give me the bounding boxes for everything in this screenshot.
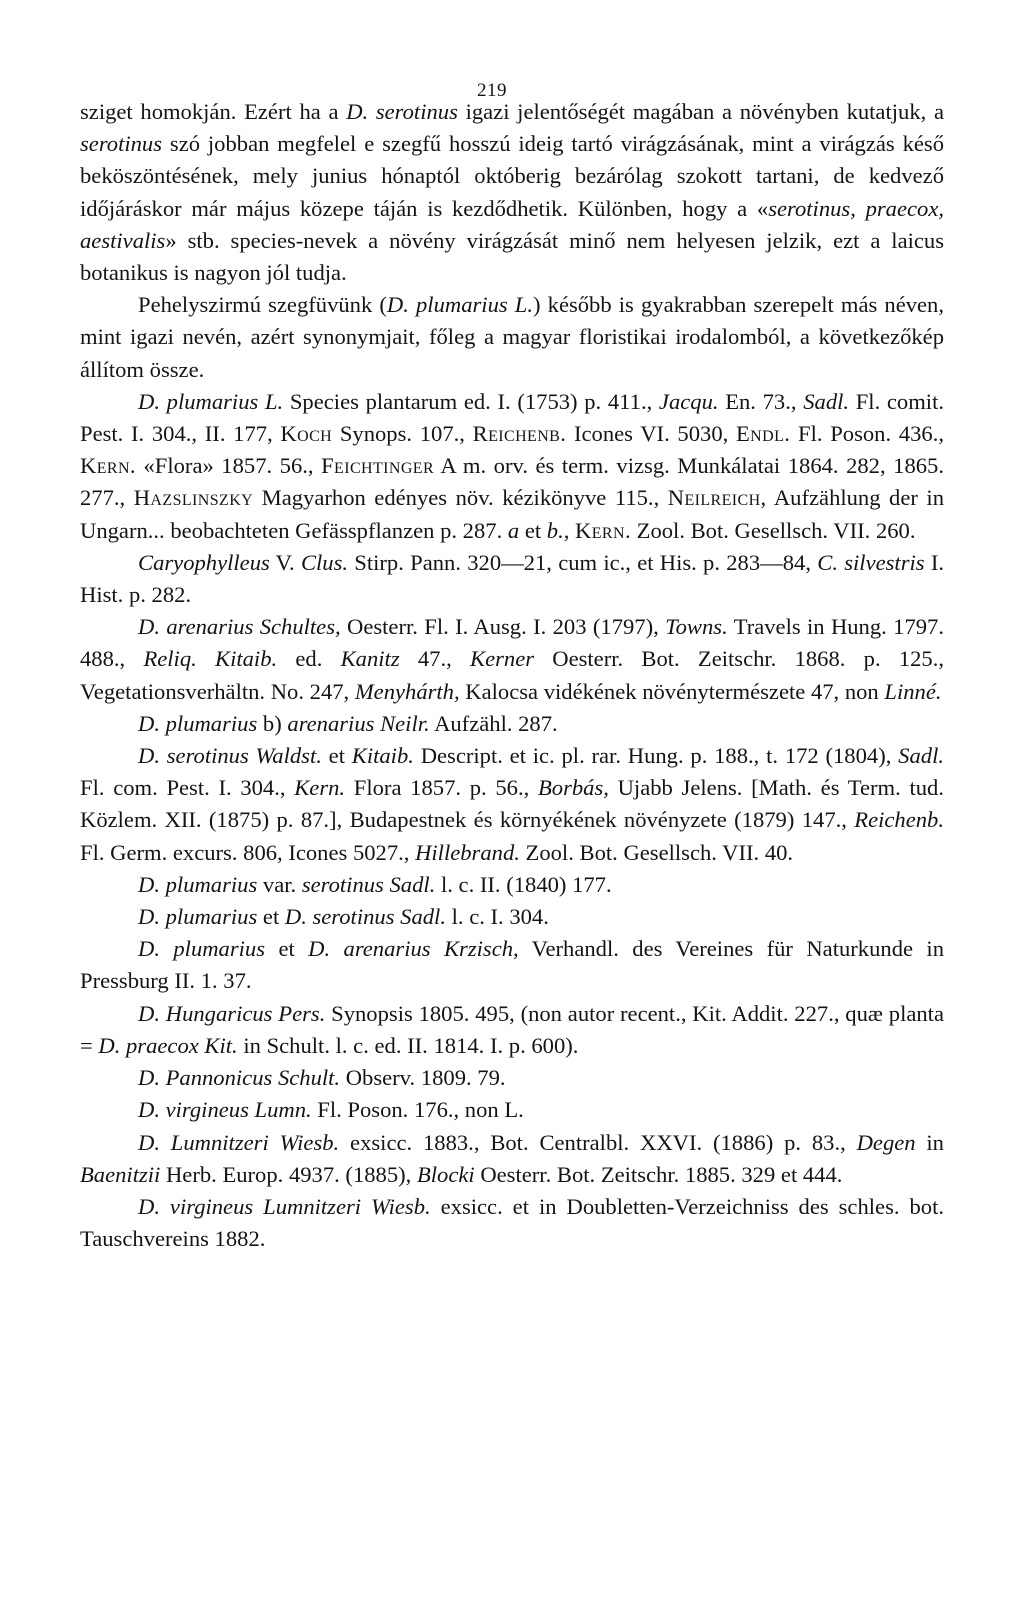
- text-run: Travels in Hung. 1797. 488.,: [80, 614, 944, 672]
- italic-text: D. arenarius Krzisch,: [308, 936, 519, 962]
- text-run: Fl. comit. Pest. I. 304., II. 177,: [80, 388, 944, 447]
- text-run: Aufzählung der in Ungarn... beobachteten Gefässpflanzen p. 287.: [80, 485, 944, 543]
- text-run: igazi jelentőségét magában a növényben kutatjuk, a: [457, 99, 944, 124]
- small-caps-name: Feichtinger: [321, 453, 435, 479]
- small-caps-name: Hazslinszky: [133, 485, 254, 511]
- italic-text: Degen: [856, 1129, 916, 1155]
- entry-10: [80, 1062, 944, 1094]
- text-run: Ujabb Jelens. [Math. és Term. tud. Közlem. XII. (1875) p. 87.], Budapestnek és környékének növényzete (1879) 147.,: [80, 775, 945, 833]
- text-run: Pehelyszirmú szegfüvünk (: [138, 292, 387, 318]
- italic-text: Linné.: [884, 678, 942, 704]
- text-run: Verhandl. des Vereines für Naturkunde in Pressburg II. 1. 37.: [80, 936, 944, 994]
- entry-13: [80, 1191, 944, 1255]
- italic-text: b.: [546, 517, 564, 543]
- italic-text: D. serotinus Sadl.: [284, 904, 446, 930]
- text-run: et: [257, 904, 285, 930]
- text-run: Oesterr. Bot. Zeitschr. 1885. 329 et 444.: [474, 1161, 843, 1187]
- italic-text: serotinus Sadl.: [301, 871, 436, 897]
- paragraph-1: [80, 96, 944, 289]
- text-run: Fl. Germ. excurs. 806, Icones 5027.,: [80, 839, 416, 865]
- italic-text: Hillebrand.: [415, 839, 520, 865]
- entry-2: [80, 547, 944, 611]
- italic-text: Sadl.: [803, 388, 850, 414]
- text-run: Kalocsa vidékének növénytermészete 47, non: [459, 678, 885, 704]
- entry-4: [80, 708, 944, 740]
- text-run: Herb. Europ. 4937. (1885),: [160, 1161, 417, 1187]
- italic-text: D. plumarius L.: [386, 292, 533, 318]
- italic-text: Kanitz: [340, 646, 400, 672]
- entry-7: [80, 901, 944, 933]
- italic-text: D. virgineus Lumnitzeri Wiesb.: [138, 1193, 431, 1219]
- italic-text: Menyhárth,: [354, 678, 460, 704]
- text-run: et: [321, 743, 352, 769]
- italic-text: Baenitzii: [80, 1161, 161, 1187]
- text-run: Fl. Poson. 176., non L.: [311, 1097, 524, 1123]
- text-run: ,: [563, 517, 576, 543]
- italic-text: a: [507, 517, 520, 543]
- text-run: V.: [269, 549, 301, 575]
- small-caps-name: Reichenb.: [472, 421, 567, 447]
- small-caps-name: Neilreich,: [667, 485, 767, 511]
- italic-text: Blocki: [416, 1161, 475, 1187]
- italic-text: Kitaib.: [351, 743, 414, 769]
- text-run: in Schult. l. c. ed. II. 1814. I. p. 600).: [237, 1032, 579, 1058]
- entry-6: [80, 869, 944, 901]
- text-run: » stb. species-nevek a növény virágzását minő nem helyesen jelzik, ezt a laicus botanikus is nagyon jól tudja.: [80, 227, 944, 286]
- text-run: En. 73.,: [718, 388, 804, 414]
- text-run: Magyarhon edényes növ. kézikönyve 115.,: [253, 485, 668, 511]
- text-run: exsicc. et in Doubletten-Verzeichniss des schles. bot. Tauschvereins 1882.: [80, 1193, 944, 1252]
- text-run: l. c. II. (1840) 177.: [435, 871, 612, 897]
- text-run: Descript. et ic. pl. rar. Hung. p. 188., t. 172 (1804),: [413, 743, 899, 769]
- text-run: var.: [257, 871, 302, 897]
- text-run: Aufzähl. 287.: [429, 710, 558, 736]
- text-run: «Flora» 1857. 56.,: [135, 453, 322, 479]
- italic-text: serotinus, praecox, aestivalis: [80, 195, 944, 253]
- text-run: 47.,: [399, 646, 470, 672]
- small-caps-name: Endl.: [735, 421, 791, 447]
- italic-text: D. Pannonicus Schult.: [138, 1065, 341, 1091]
- paragraph-2: [80, 289, 944, 386]
- italic-text: D. plumarius L.: [138, 388, 284, 414]
- text-run: I. Hist. p. 282.: [80, 549, 944, 608]
- text-run: ed.: [277, 646, 341, 672]
- small-caps-name: Koch: [280, 421, 333, 447]
- italic-text: D. serotinus Waldst.: [138, 743, 322, 769]
- text-run: Synops. 107.,: [332, 421, 473, 447]
- text-run: Species plantarum ed. I. (1753) p. 411.,: [283, 388, 659, 414]
- italic-text: serotinus: [80, 131, 163, 157]
- text-run: et: [519, 517, 547, 543]
- small-caps-name: Kern.: [80, 453, 136, 479]
- page-body: [80, 96, 944, 1255]
- italic-text: Reliq. Kitaib.: [143, 646, 278, 672]
- text-run: A m. orv. és term. vizsg. Munkálatai 1864. 282, 1865. 277.,: [80, 453, 944, 511]
- italic-text: D. plumarius: [138, 936, 266, 962]
- italic-text: Borbás,: [537, 775, 609, 801]
- italic-text: Sadl.: [898, 743, 944, 769]
- text-run: l. c. I. 304.: [445, 904, 549, 930]
- italic-text: D. praecox Kit.: [98, 1032, 238, 1058]
- italic-text: D. plumarius: [138, 871, 258, 897]
- italic-text: D. plumarius: [138, 710, 258, 736]
- text-run: ) később is gyakrabban szerepelt más néven, mint igazi nevén, azért synonymjait, főleg a magyar floristikai irodalomból, a következőkép állítom össze.: [80, 292, 945, 382]
- italic-text: Clus.: [300, 549, 349, 575]
- entry-5: [80, 740, 944, 869]
- page-number: 219: [477, 80, 507, 101]
- text-run: Fl. com. Pest. I. 304.,: [80, 775, 295, 801]
- text-run: Synopsis 1805. 495, (non autor recent., Kit. Addit. 227., quæ planta =: [80, 1000, 944, 1058]
- italic-text: Jacqu.: [658, 388, 719, 414]
- text-run: et: [265, 936, 309, 962]
- text-run: Icones VI. 5030,: [566, 421, 736, 447]
- entry-8: [80, 933, 944, 997]
- text-run: b): [257, 710, 288, 736]
- italic-text: D. Hungaricus Pers.: [138, 1000, 326, 1026]
- text-run: Flora 1857. p. 56.,: [345, 775, 538, 801]
- text-run: Fl. Poson. 436.,: [790, 421, 945, 447]
- text-run: in: [915, 1129, 944, 1155]
- text-run: Observ. 1809. 79.: [340, 1065, 506, 1091]
- italic-text: C. silvestris: [817, 549, 925, 575]
- entry-11: [80, 1094, 944, 1126]
- text-run: Stirp. Pann. 320—21, cum ic., et His. p. 283—84,: [348, 549, 818, 575]
- italic-text: D. serotinus: [346, 99, 458, 124]
- italic-text: D. arenarius Schultes,: [138, 614, 341, 640]
- italic-text: Towns.: [665, 614, 728, 640]
- entry-1: [80, 386, 944, 547]
- small-caps-name: Kern.: [575, 517, 631, 543]
- text-run: szó jobban megfelel e szegfű hosszú ideig tartó virágzásának, mint a virágzás késő beköszöntésének, mely junius hónaptól októberig bezárólag szokott tartani, de kedvező időjáráskor már május közepe táján is kezdődhetik. Különben, hogy a «: [80, 131, 944, 221]
- italic-text: Caryophylleus: [138, 549, 270, 575]
- text-run: sziget homokján. Ezért ha a: [80, 99, 347, 124]
- italic-text: Kern.: [294, 775, 346, 801]
- italic-text: D. plumarius: [138, 904, 258, 930]
- text-run: Zool. Bot. Gesellsch. VII. 260.: [631, 517, 916, 543]
- italic-text: Kerner: [470, 646, 535, 672]
- text-run: Oesterr. Fl. I. Ausg. I. 203 (1797),: [340, 614, 666, 640]
- entry-3: [80, 611, 944, 708]
- italic-text: D. virgineus Lumn.: [138, 1097, 312, 1123]
- italic-text: Reichenb.: [854, 807, 944, 833]
- entry-12: [80, 1127, 944, 1191]
- italic-text: arenarius Neilr.: [287, 710, 430, 736]
- text-run: Oesterr. Bot. Zeitschr. 1868. p. 125., Vegetationsverhältn. No. 247,: [80, 646, 945, 704]
- text-run: exsicc. 1883., Bot. Centralbl. XXVI. (1886) p. 83.,: [339, 1129, 857, 1155]
- text-run: Zool. Bot. Gesellsch. VII. 40.: [519, 839, 794, 865]
- italic-text: D. Lumnitzeri Wiesb.: [138, 1129, 340, 1155]
- entry-9: [80, 998, 944, 1062]
